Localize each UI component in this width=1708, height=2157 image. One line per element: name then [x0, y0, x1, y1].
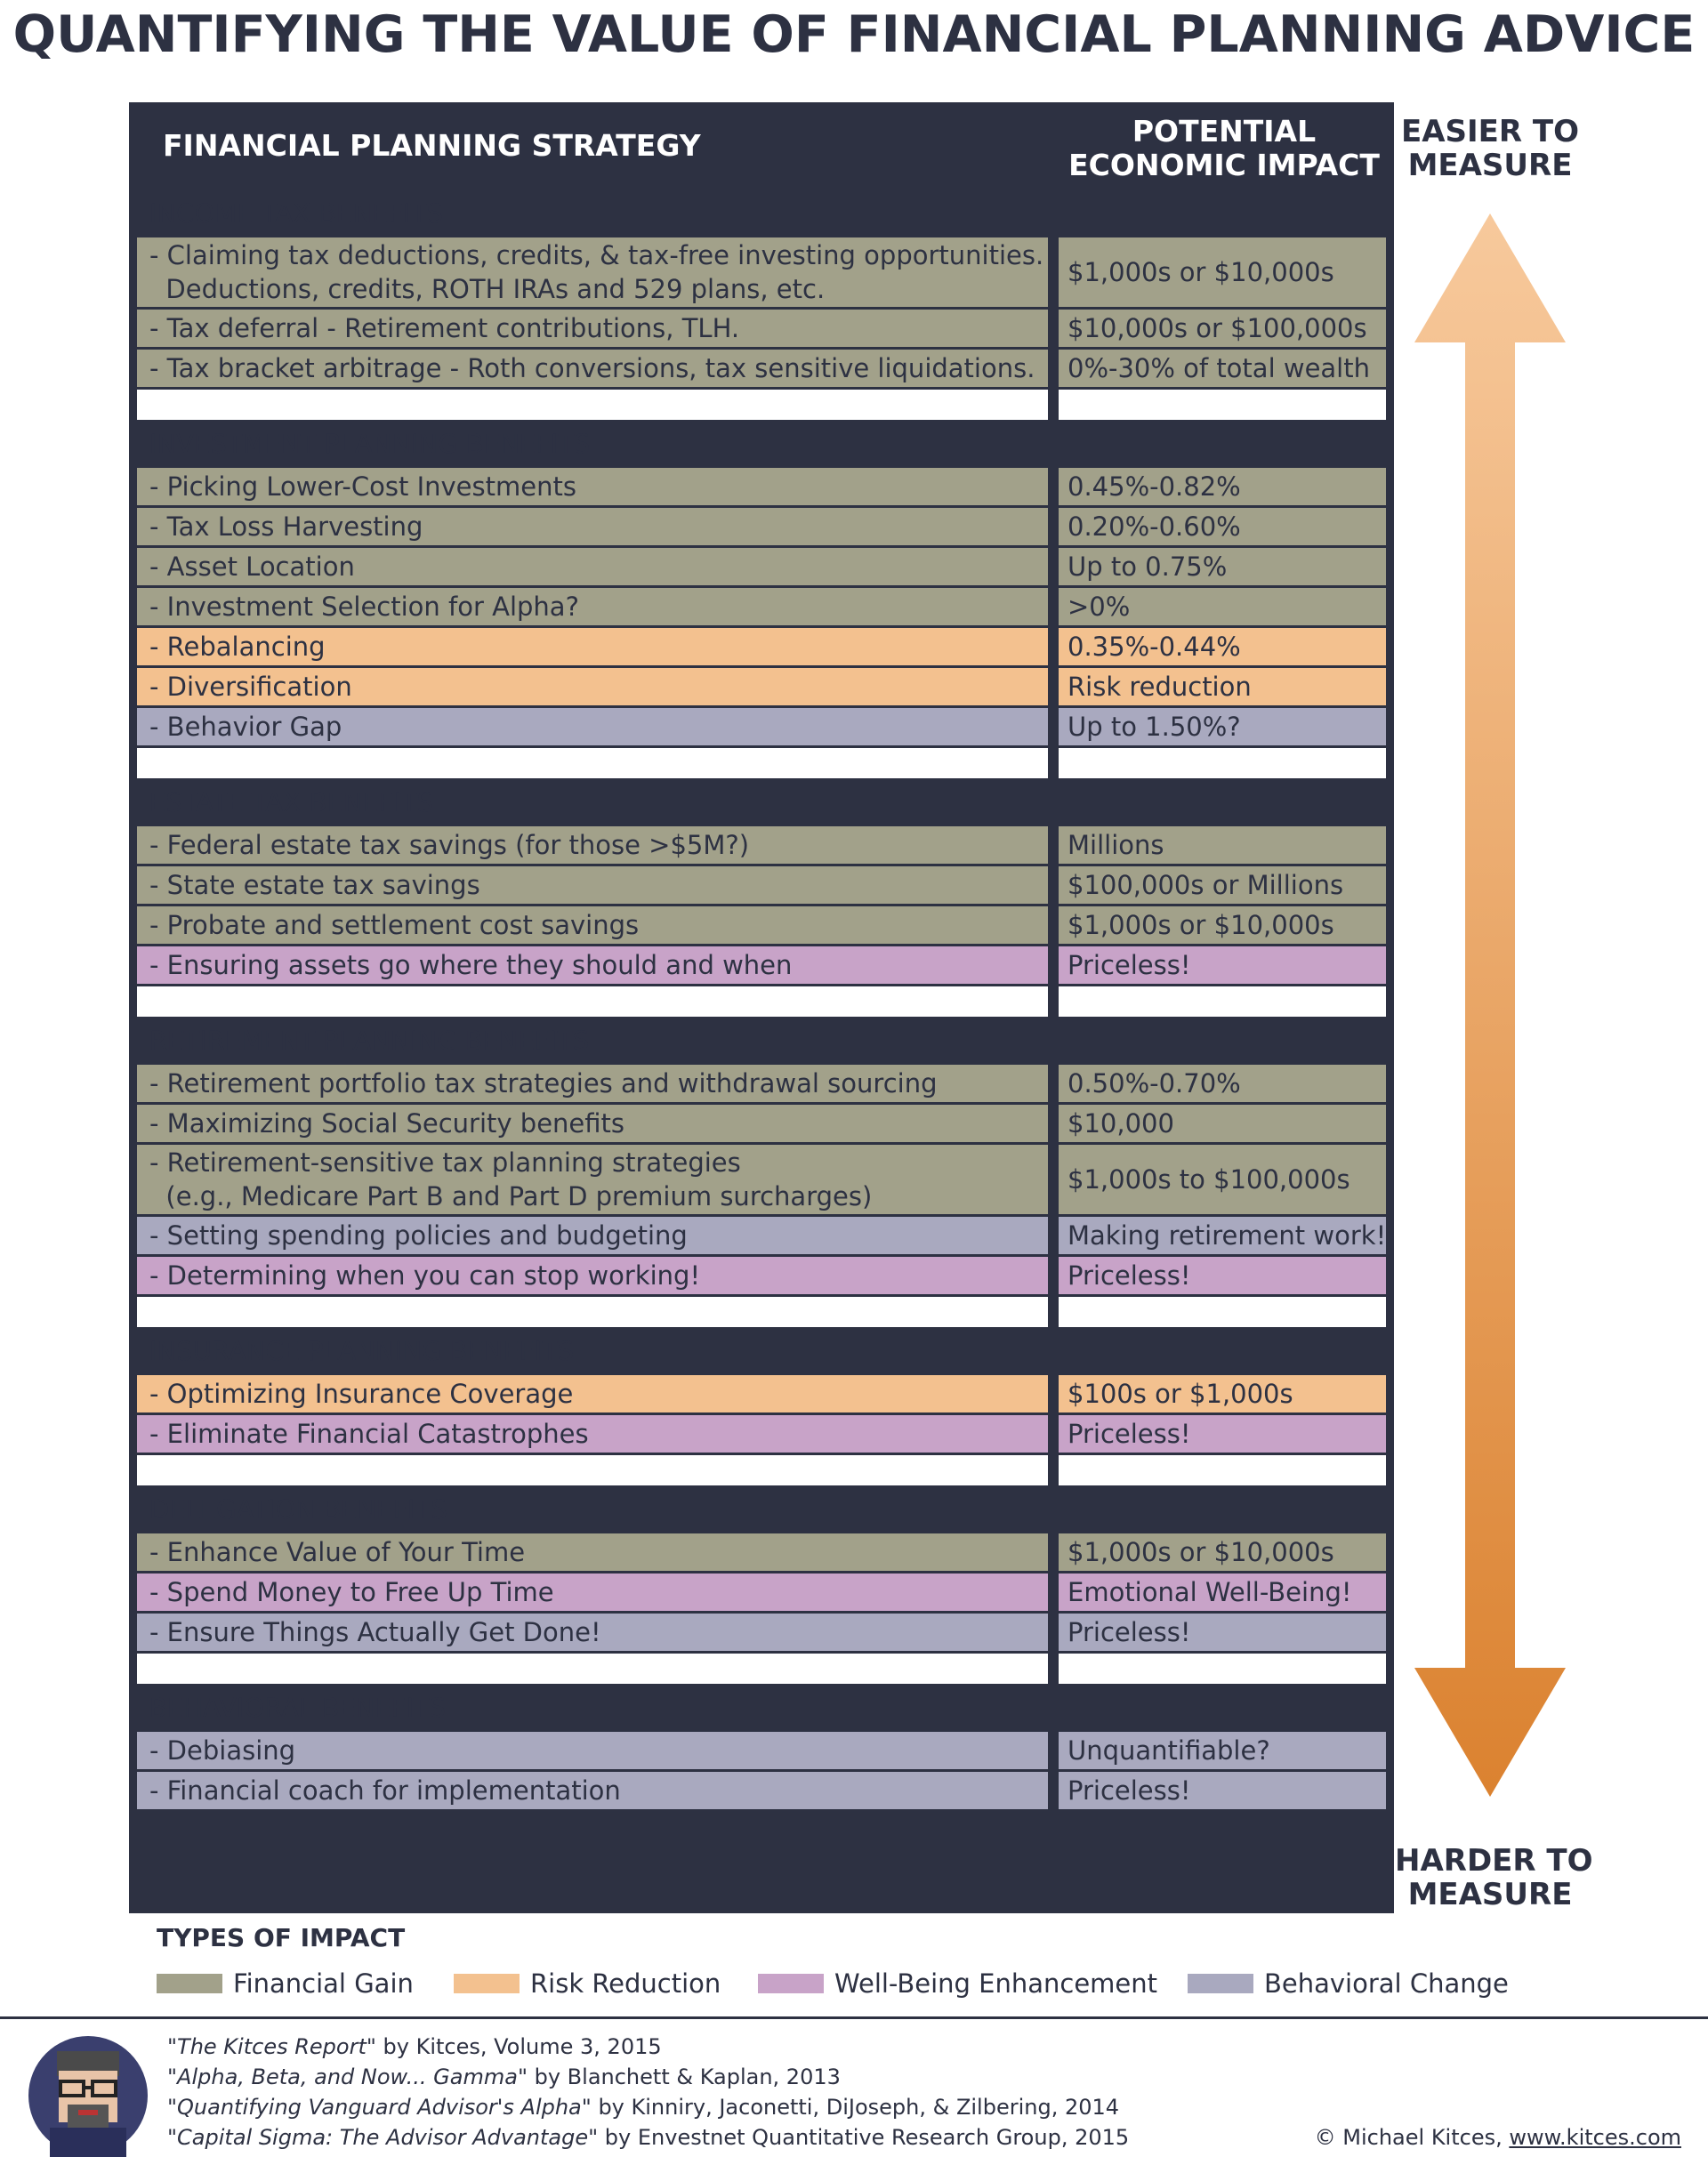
impact-text: 0%-30% of total wealth: [1068, 353, 1370, 383]
legend-label: Well-Being Enhancement: [834, 1968, 1158, 1999]
section-title: [149, 1334, 1043, 1368]
strategy-cell: [137, 826, 1048, 864]
strategy-cell: [137, 1533, 1048, 1571]
strategy-cell: [137, 350, 1048, 387]
strategy-line: - Tax bracket arbitrage - Roth conversions, tax sensitive liquidations.: [149, 353, 1035, 383]
legend-swatch: [1188, 1974, 1253, 1993]
double-arrow-icon: [1414, 213, 1566, 1797]
strategy-cell: [137, 588, 1048, 625]
impact-cell: [1059, 1257, 1386, 1294]
impact-cell: [1059, 1065, 1386, 1102]
impact-text: Priceless!: [1068, 950, 1191, 980]
impact-text: Priceless!: [1068, 1260, 1191, 1291]
table-row: [137, 1105, 1386, 1142]
strategy-cell: [137, 1330, 1048, 1372]
kitces-link[interactable]: www.kitces.com: [1509, 2125, 1681, 2150]
table-row: [137, 1533, 1386, 1571]
legend-item: [758, 1966, 1157, 2001]
impact-cell: [1059, 946, 1386, 984]
table-row: [137, 628, 1386, 665]
reference-title: "Capital Sigma: The Advisor Advantage": [167, 2125, 599, 2150]
impact-text: $1,000s or $10,000s: [1068, 1537, 1334, 1567]
impact-text: Priceless!: [1068, 1419, 1191, 1449]
impact-text: Making retirement work!: [1068, 1220, 1387, 1251]
strategy-cell: [137, 1732, 1048, 1769]
strategy-text: [149, 1259, 1043, 1292]
strategy-line: - Financial coach for implementation: [149, 1775, 621, 1806]
strategy-line: - Picking Lower-Cost Investments: [149, 471, 576, 502]
strategy-cell: [137, 1375, 1048, 1413]
impact-cell: [1059, 237, 1386, 307]
strategy-cell: [137, 708, 1048, 745]
impact-cell: [1059, 1732, 1386, 1769]
strategy-text: [149, 1575, 1043, 1609]
impact-cell: [1059, 310, 1386, 347]
reference-line: [167, 2062, 841, 2092]
spacer-row: [137, 390, 1386, 420]
section-header-row: [137, 423, 1386, 465]
impact-cell: [1059, 1614, 1386, 1651]
strategy-cell: [137, 1573, 1048, 1611]
strategy-line: - Maximizing Social Security benefits: [149, 1108, 625, 1139]
legend-label: Risk Reduction: [530, 1968, 721, 1999]
table-row: [137, 1375, 1386, 1413]
strategy-cell: [137, 192, 1048, 235]
impact-text: $1,000s or $10,000s: [1068, 910, 1334, 940]
table-row: [137, 668, 1386, 705]
reference-details: by Blanchett & Kaplan, 2013: [527, 2064, 841, 2089]
table-row: [137, 1732, 1386, 1769]
strategy-line: INCOME TAX BENEFITS: [149, 198, 443, 229]
impact-cell: [1059, 826, 1386, 864]
spacer-row: [137, 1654, 1386, 1684]
strategy-text: [149, 238, 1043, 306]
strategy-text: [149, 710, 1043, 744]
strategy-text: [149, 1377, 1043, 1411]
impact-cell: [1059, 350, 1386, 387]
table-row: [137, 350, 1386, 387]
legend-item: [454, 1966, 721, 2001]
reference-title: "Quantifying Vanguard Advisor's Alpha": [167, 2095, 592, 2120]
page-title: QUANTIFYING THE VALUE OF FINANCIAL PLANNING ADVICE: [12, 5, 1696, 64]
impact-cell: [1059, 1415, 1386, 1453]
table-row: [137, 906, 1386, 944]
table-row: [137, 548, 1386, 585]
section-header-row: [137, 1488, 1386, 1531]
strategy-line: - Diversification: [149, 672, 352, 702]
table-row: [137, 946, 1386, 984]
strategy-line: INSURANCE PLANNING BENEFITS: [149, 1336, 575, 1366]
table-row: [137, 310, 1386, 347]
strategy-line: - Eliminate Financial Catastrophes: [149, 1419, 589, 1449]
table-row: [137, 1257, 1386, 1294]
section-header-row: [137, 1330, 1386, 1372]
strategy-line: - Setting spending policies and budgeting: [149, 1220, 688, 1251]
strategy-text: [149, 1774, 1043, 1807]
strategy-text: [149, 828, 1043, 862]
strategy-cell: [137, 946, 1048, 984]
legend-label: Behavioral Change: [1264, 1968, 1509, 1999]
strategy-line: - State estate tax savings: [149, 870, 480, 900]
table-row: [137, 237, 1386, 307]
table-row: [137, 1573, 1386, 1611]
strategy-text: [149, 868, 1043, 902]
strategy-cell: [137, 748, 1048, 778]
impact-cell: [1059, 781, 1386, 824]
strategy-cell: [137, 1455, 1048, 1485]
strategy-text: [149, 1734, 1043, 1767]
impact-text: $10,000s or $100,000s: [1068, 313, 1367, 343]
section-title: [149, 785, 1043, 819]
table-row: [137, 588, 1386, 625]
impact-cell: [1059, 1455, 1386, 1485]
strategy-cell: [137, 1297, 1048, 1327]
impact-cell: [1059, 1105, 1386, 1142]
strategy-cell: [137, 1772, 1048, 1809]
impact-cell: [1059, 192, 1386, 235]
section-title: [149, 1691, 1043, 1725]
impact-cell: [1059, 866, 1386, 904]
strategy-line: - Claiming tax deductions, credits, & tax-free investing opportunities.: [149, 240, 1044, 270]
strategy-line: - Enhance Value of Your Time: [149, 1537, 526, 1567]
strategy-cell: [137, 1065, 1048, 1102]
impact-text: Up to 0.75%: [1068, 551, 1228, 582]
impact-cell: [1059, 468, 1386, 505]
strategy-text: [149, 311, 1043, 345]
impact-cell: [1059, 1573, 1386, 1611]
impact-cell: [1059, 668, 1386, 705]
impact-cell: [1059, 1488, 1386, 1531]
impact-text: 0.20%-0.60%: [1068, 511, 1241, 542]
strategy-cell: [137, 1614, 1048, 1651]
strategy-cell: [137, 548, 1048, 585]
harder-to-measure-label: [1395, 1843, 1593, 1912]
impact-cell: [1059, 628, 1386, 665]
strategy-cell: [137, 1145, 1048, 1214]
impact-text: $100,000s or Millions: [1068, 870, 1344, 900]
impact-cell: [1059, 1772, 1386, 1809]
strategy-table: [129, 102, 1394, 1913]
section-title: [149, 1493, 1043, 1526]
easier-line2: MEASURE: [1407, 148, 1573, 183]
table-row: [137, 1614, 1386, 1651]
impact-cell: [1059, 1533, 1386, 1571]
strategy-cell: [137, 508, 1048, 545]
table-row: [137, 708, 1386, 745]
reference-line: [167, 2032, 662, 2062]
strategy-line: - Retirement portfolio tax strategies and withdrawal sourcing: [149, 1068, 938, 1099]
strategy-cell: [137, 1654, 1048, 1684]
table-row: [137, 468, 1386, 505]
strategy-cell: [137, 1105, 1048, 1142]
header-impact-line2: ECONOMIC IMPACT: [1068, 148, 1380, 182]
strategy-text: [149, 1107, 1043, 1140]
table-header: [129, 102, 1394, 189]
impact-cell: [1059, 1330, 1386, 1372]
copyright: [1315, 2122, 1681, 2153]
impact-cell: [1059, 1654, 1386, 1684]
legend-item: [1188, 1966, 1509, 2001]
reference-title: "The Kitces Report": [167, 2034, 376, 2059]
impact-text: Priceless!: [1068, 1775, 1191, 1806]
strategy-cell: [137, 1415, 1048, 1453]
strategy-line: - Spend Money to Free Up Time: [149, 1577, 554, 1607]
table-row: [137, 1145, 1386, 1214]
impact-text: Unquantifiable?: [1068, 1735, 1270, 1766]
strategy-line: - Tax deferral - Retirement contributions, TLH.: [149, 313, 740, 343]
reference-line: [167, 2122, 1129, 2153]
impact-text: Emotional Well-Being!: [1068, 1577, 1352, 1607]
impact-text: >0%: [1068, 592, 1131, 622]
strategy-line: INVESTMENT PLANNING BENEFITS: [149, 429, 591, 459]
impact-text: 0.35%-0.44%: [1068, 632, 1241, 662]
strategy-line: - Optimizing Insurance Coverage: [149, 1379, 574, 1409]
harder-line1: HARDER TO: [1395, 1843, 1593, 1879]
impact-text: Millions: [1068, 830, 1164, 860]
table-row: [137, 1772, 1386, 1809]
impact-cell: [1059, 423, 1386, 465]
strategy-line: RETIREMENT PLANNING BENEFITS: [149, 1026, 590, 1056]
impact-text: 0.45%-0.82%: [1068, 471, 1241, 502]
strategy-text: [149, 948, 1043, 982]
strategy-line: - Behavior Gap: [149, 712, 342, 742]
table-row: [137, 1415, 1386, 1453]
strategy-text: [149, 1417, 1043, 1451]
impact-cell: [1059, 508, 1386, 545]
table-row: [137, 508, 1386, 545]
spacer-row: [137, 748, 1386, 778]
strategy-line: - Ensure Things Actually Get Done!: [149, 1617, 601, 1647]
easier-line1: EASIER TO: [1400, 114, 1579, 149]
legend-swatch: [454, 1974, 520, 1993]
legend-title: TYPES OF IMPACT: [157, 1923, 406, 1952]
legend-item: [157, 1966, 414, 2001]
impact-text: Priceless!: [1068, 1617, 1191, 1647]
section-title: [149, 197, 1043, 230]
strategy-cell: [137, 866, 1048, 904]
impact-cell: [1059, 906, 1386, 944]
strategy-line: - Probate and settlement cost savings: [149, 910, 640, 940]
strategy-line: - Rebalancing: [149, 632, 326, 662]
strategy-cell: [137, 1217, 1048, 1254]
reference-title: "Alpha, Beta, and Now... Gamma": [167, 2064, 528, 2089]
impact-cell: [1059, 1217, 1386, 1254]
impact-text: Risk reduction: [1068, 672, 1252, 702]
strategy-cell: [137, 423, 1048, 465]
strategy-cell: [137, 668, 1048, 705]
legend-label: Financial Gain: [233, 1968, 414, 1999]
impact-text: $10,000: [1068, 1108, 1174, 1139]
section-header-row: [137, 1019, 1386, 1062]
strategy-line: - Ensuring assets go where they should and when: [149, 950, 793, 980]
strategy-cell: [137, 1019, 1048, 1062]
section-header-row: [137, 1686, 1386, 1729]
strategy-text: [149, 1066, 1043, 1100]
strategy-line: - Debiasing: [149, 1735, 296, 1766]
impact-text: Up to 1.50%?: [1068, 712, 1241, 742]
impact-text: $100s or $1,000s: [1068, 1379, 1293, 1409]
strategy-text: [149, 1615, 1043, 1649]
strategy-line-2: Deductions, credits, ROTH IRAs and 529 plans, etc.: [149, 274, 826, 304]
strategy-text: [149, 351, 1043, 385]
strategy-cell: [137, 310, 1048, 347]
legend-swatch: [157, 1974, 222, 1993]
strategy-cell: [137, 781, 1048, 824]
impact-cell: [1059, 588, 1386, 625]
strategy-text: [149, 1219, 1043, 1252]
spacer-row: [137, 1455, 1386, 1485]
impact-cell: [1059, 748, 1386, 778]
strategy-cell: [137, 390, 1048, 420]
impact-text: $1,000s or $10,000s: [1068, 257, 1334, 287]
header-strategy: FINANCIAL PLANNING STRATEGY: [163, 128, 701, 163]
strategy-line: BEHAVIORAL BENEFITS: [149, 1693, 447, 1723]
impact-cell: [1059, 1375, 1386, 1413]
strategy-cell: [137, 1257, 1048, 1294]
strategy-text: [149, 630, 1043, 664]
arrow-shape: [1414, 213, 1566, 1797]
section-header-row: [137, 192, 1386, 235]
spacer-row: [137, 1297, 1386, 1327]
section-title: [149, 427, 1043, 461]
strategy-line: - Asset Location: [149, 551, 355, 582]
reference-details: by Kinniry, Jaconetti, DiJoseph, & Zilbering, 2014: [591, 2095, 1120, 2120]
impact-cell: [1059, 1019, 1386, 1062]
impact-cell: [1059, 708, 1386, 745]
table-row: [137, 866, 1386, 904]
copyright-text: © Michael Kitces,: [1314, 2125, 1510, 2150]
strategy-line: - Federal estate tax savings (for those >$5M?): [149, 830, 750, 860]
strategy-text: [149, 1146, 1043, 1213]
strategy-line: - Retirement-sensitive tax planning strategies: [149, 1147, 741, 1178]
strategy-line: - Determining when you can stop working!: [149, 1260, 701, 1291]
header-impact: [1054, 115, 1394, 182]
impact-text: 0.50%-0.70%: [1068, 1068, 1241, 1099]
table-row: [137, 1217, 1386, 1254]
strategy-cell: [137, 986, 1048, 1017]
section-title: [149, 1024, 1043, 1058]
strategy-line: - Tax Loss Harvesting: [149, 511, 423, 542]
table-row: [137, 826, 1386, 864]
strategy-text: [149, 908, 1043, 942]
strategy-cell: [137, 468, 1048, 505]
strategy-text: [149, 550, 1043, 584]
strategy-line: DELEGATION BENEFITS: [149, 1494, 447, 1525]
impact-text: $1,000s to $100,000s: [1068, 1164, 1350, 1195]
easier-to-measure-label: [1395, 115, 1585, 182]
strategy-text: [149, 670, 1043, 704]
harder-line2: MEASURE: [1407, 1877, 1573, 1912]
strategy-cell: [137, 1488, 1048, 1531]
reference-details: by Envestnet Quantitative Research Group, 2015: [598, 2125, 1130, 2150]
reference-details: by Kitces, Volume 3, 2015: [375, 2034, 662, 2059]
reference-line: [167, 2092, 1119, 2122]
strategy-text: [149, 470, 1043, 503]
strategy-line: ESTATE TAX BENEFITS: [149, 787, 434, 817]
strategy-cell: [137, 906, 1048, 944]
author-avatar-icon: [27, 2035, 149, 2157]
strategy-text: [149, 1535, 1043, 1569]
table-row: [137, 1065, 1386, 1102]
strategy-line-2: (e.g., Medicare Part B and Part D premium surcharges): [149, 1181, 873, 1211]
impact-cell: [1059, 548, 1386, 585]
footer-divider: [0, 2016, 1708, 2019]
impact-cell: [1059, 1297, 1386, 1327]
impact-cell: [1059, 390, 1386, 420]
strategy-cell: [137, 237, 1048, 307]
strategy-text: [149, 590, 1043, 624]
strategy-line: - Investment Selection for Alpha?: [149, 592, 579, 622]
impact-cell: [1059, 1145, 1386, 1214]
section-header-row: [137, 781, 1386, 824]
impact-cell: [1059, 986, 1386, 1017]
strategy-text: [149, 510, 1043, 543]
legend-swatch: [758, 1974, 824, 1993]
strategy-cell: [137, 628, 1048, 665]
strategy-cell: [137, 1686, 1048, 1729]
spacer-row: [137, 986, 1386, 1017]
impact-cell: [1059, 1686, 1386, 1729]
header-impact-line1: POTENTIAL: [1132, 114, 1317, 149]
